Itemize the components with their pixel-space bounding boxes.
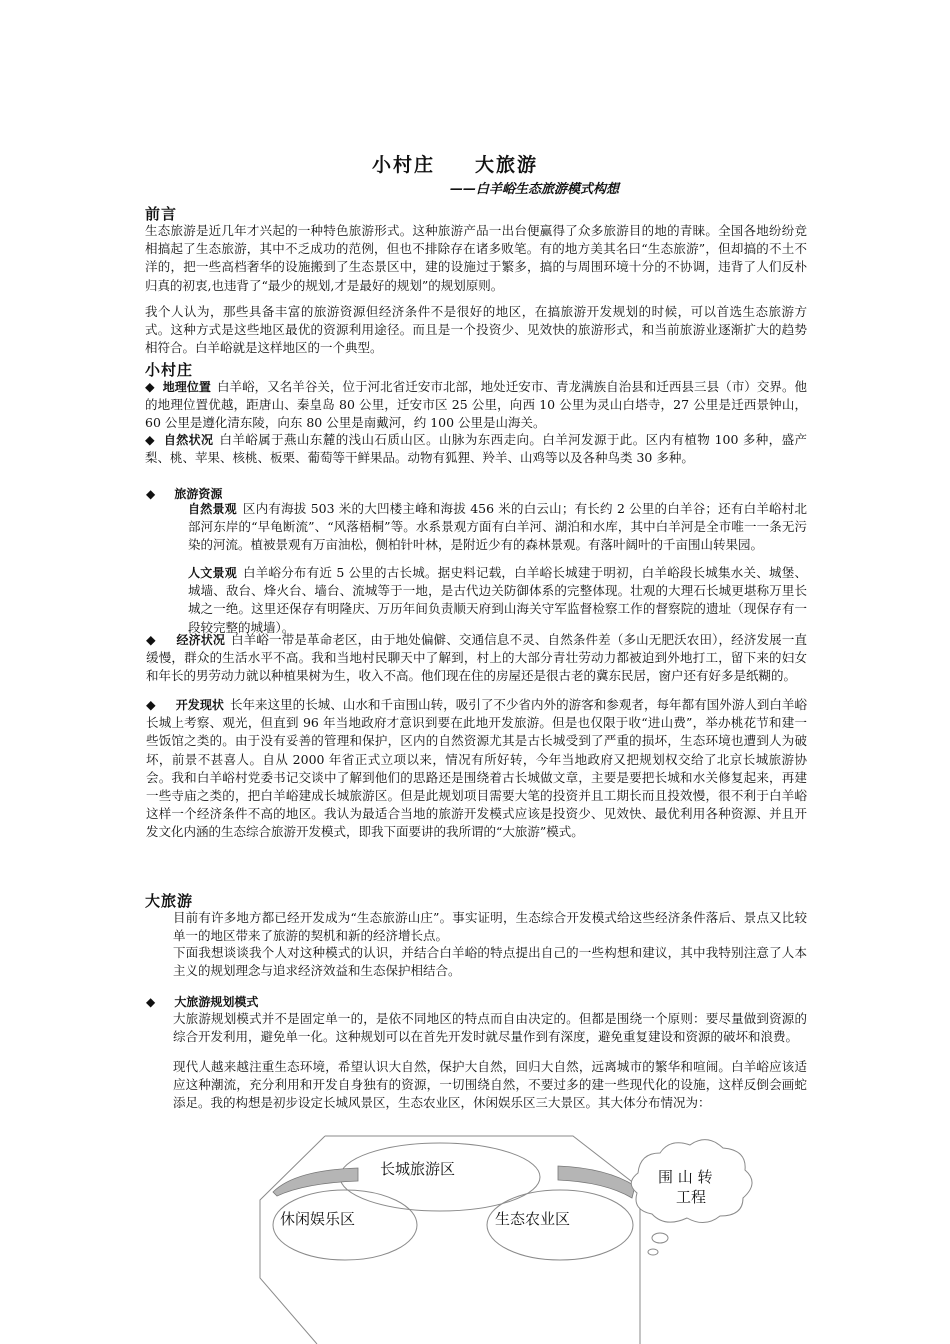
- cloud-bubble-1: [652, 1233, 668, 1243]
- page-title: [372, 150, 538, 177]
- natural-scene-text: 区内有海拔 503 米的大凹楼主峰和海拔 456 米的白云山；有长约 2 公里的白羊谷；还有白羊峪村北部河东岸的“早龟断流”、“风落梧桐”等。水系景观方面有白羊河、湖泊和水库，其中白羊河是全市唯一一条无污染的河流。植被景观有万亩油松，侧柏针叶林，是附近少有的森林景观。有落叶阔叶的千亩围山转果园。: [188, 501, 807, 553]
- cloud-label-line1: 围 山 转: [658, 1168, 713, 1186]
- nature-text: 白羊峪属于燕山东麓的浅山石质山区。山脉为东西走向。白羊河发源于此。区内有植物 100 多种，盛产梨、桃、苹果、核桃、板栗、葡萄等干鲜果品。动物有狐狸、羚羊、山鸡等以及各种鸟类 30 多种。: [145, 432, 807, 466]
- wall-zone-label: 长城旅游区: [380, 1160, 456, 1178]
- culture-label: 人文景观: [188, 566, 237, 580]
- preface-paragraph-1: 生态旅游是近几年才兴起的一种特色旅游形式。这种旅游产品一出台便赢得了众多旅游目的地的青睐。全国各地纷纷竞相搞起了生态旅游，其中不乏成功的范例，但也不排除存在诸多败笔。有的地方美其名曰“生态旅游”，但却搞的不土不洋的，把一些高档奢华的设施搬到了生态景区中，建的设施过于繁多，搞的与周围环境十分的不协调，违背了人们反朴归真的初衷,也违背了“最少的规划,才是最好的规划”的规划原则。: [145, 223, 807, 293]
- bullet-icon: ◆: [146, 487, 175, 501]
- right-connector-band: [558, 1166, 635, 1198]
- bullet-icon: ◆: [146, 632, 177, 647]
- econ-label: 经济状况: [176, 633, 226, 647]
- page-subtitle: ——白羊峪生态旅游模式构想: [450, 182, 620, 197]
- bullet-icon: ◆: [146, 995, 175, 1009]
- leisure-zone-label: 休闲娱乐区: [280, 1210, 356, 1228]
- cloud-label-line2: 工程: [676, 1188, 707, 1206]
- geo-label: 地理位置: [162, 380, 211, 394]
- zone-diagram: [255, 1128, 775, 1344]
- mode-paragraph-1: 大旅游规划模式并不是固定单一的，是依不同地区的特点而自由决定的。但都是围绕一个原则：要尽量做到资源的综合开发利用，避免单一化。这种规划可以在首先开发时就尽量作到有深度，避免重复建设和资源的破坏和浪费。: [173, 1011, 807, 1045]
- econ-text: 白羊峪一带是革命老区，由于地处偏僻、交通信息不灵、自然条件差（多山无肥沃农田），经济发展一直缓慢，群众的生活水平不高。我和当地村民聊天中了解到，村上的大部分青壮劳动力都被迫到外地打工，留下来的妇女和年长的男劳动力就以种植果树为生，收入不高。他们现在住的房屋还是很古老的冀东民居，窗户还有好多是纸糊的。: [146, 632, 807, 684]
- natural-scene-label: 自然景观: [188, 502, 237, 516]
- bullet-icon: ◆: [146, 697, 176, 712]
- geo-paragraph: [145, 378, 807, 433]
- preface-paragraph-2: 我个人认为，那些具备丰富的旅游资源但经济条件不是很好的地区，在搞旅游开发规划的时候，可以首选生态旅游方式。这种方式是这些地区最优的资源利用途径。而且是一个投资少、见效快的旅游形式，和当前旅游业逐渐扩大的趋势相符合。白羊峪就是这样地区的一个典型。: [145, 304, 807, 356]
- mode-label: 大旅游规划模式: [174, 995, 259, 1009]
- agri-zone-label: 生态农业区: [495, 1210, 571, 1228]
- culture-paragraph: [188, 564, 807, 637]
- title-right: 大旅游: [475, 154, 539, 176]
- bullet-icon: ◆: [145, 379, 163, 394]
- natural-scene-paragraph: [188, 500, 807, 555]
- big-paragraph-2: 下面我想谈谈我个人对这种模式的认识，并结合白羊峪的特点提出自己的一些构想和建议，其中我特别注意了人本主义的规划理念与追求经济效益和生态保护相结合。: [173, 945, 807, 979]
- dev-label: 开发现状: [175, 698, 224, 712]
- mode-paragraph-2: 现代人越来越注重生态环境，希望认识大自然，保护大自然，回归大自然，远离城市的繁华和喧闹。白羊峪应该适应这种潮流，充分利用和开发自身独有的资源，一切围绕自然，不要过多的建一些现代化的设施，这样反倒会画蛇添足。我的构想是初步设定长城风景区，生态农业区，休闲娱乐区三大景区。其大体分布情况为：: [173, 1059, 807, 1111]
- nature-label: 自然状况: [163, 433, 214, 447]
- big-tourism-heading: 大旅游: [145, 892, 194, 910]
- title-left: 小村庄: [372, 154, 436, 176]
- dev-paragraph: [146, 696, 807, 842]
- preface-heading: 前言: [145, 205, 178, 223]
- bullet-icon: ◆: [145, 432, 164, 447]
- left-connector-band: [273, 1168, 358, 1196]
- resources-label: 旅游资源: [174, 487, 223, 501]
- geo-text: 白羊峪，又名羊谷关，位于河北省迁安市北部，地处迁安市、青龙满族自治县和迁西县三县（市）交界。他的地理位置优越，距唐山、秦皇岛 80 公里，迁安市区 25 公里，向西 10 公里为灵山白塔寺，27 公里是迁西景钟山，60 公里是遵化清东陵，向东 80 公里是南戴河，约 100 公里是山海关。: [145, 379, 807, 431]
- dev-text: 长年来这里的长城、山水和千亩围山转，吸引了不少省内外的游客和参观者，每年都有国外游人到白羊峪长城上考察、观光，但直到 96 年当地政府才意识到要在此地开发旅游。但是也仅限于收“进山费”，举办桃花节和建一些饭馆之类的。由于没有妥善的管理和保护，区内的自然资源尤其是古长城受到了严重的损坏，生态环境也遭到人为破坏，前景不甚喜人。自从 2000 年省正式立项以来，情况有所好转，今年当地政府又把规划权交给了北京长城旅游协会。我和白羊峪村党委书记交谈中了解到他们的思路还是围绕着古长城做文章，主要是要把长城和水关修复起来，再建一些寺庙之类的，把白羊峪建成长城旅游区。但是此规划项目需要大笔的投资并且工期长而且投效慢，很不利于白羊峪这样一个经济条件不高的地区。我认为最适合当地的旅游开发模式应该是投资少、见效快、最优利用各种资源、并且开发文化内涵的生态综合旅游开发模式，即我下面要讲的我所谓的“大旅游”模式。: [146, 697, 807, 840]
- big-paragraph-1: 目前有许多地方都已经开发成为“生态旅游山庄”。事实证明，生态综合开发模式给这些经济条件落后、景点又比较单一的地区带来了旅游的契机和新的经济增长点。: [173, 910, 807, 944]
- nature-paragraph: [145, 431, 807, 467]
- econ-paragraph: [146, 631, 807, 686]
- mode-bullet: [146, 993, 258, 1010]
- cloud-bubble-2: [648, 1249, 658, 1255]
- culture-text: 白羊峪分布有近 5 公里的古长城。据史料记载，白羊峪长城建于明初，白羊峪段长城集水关、城堡、城墙、敌台、烽火台、墙台、流城等于一地，是古代边关防御体系的完整体现。壮观的大理石长城更堪称万里长城之一绝。这里还保存有明隆庆、万历年间负责顺天府到山海关守军监督检察工作的督察院的遗址（现保存有一段较完整的城墙）。: [188, 565, 807, 635]
- village-heading: 小村庄: [145, 361, 194, 379]
